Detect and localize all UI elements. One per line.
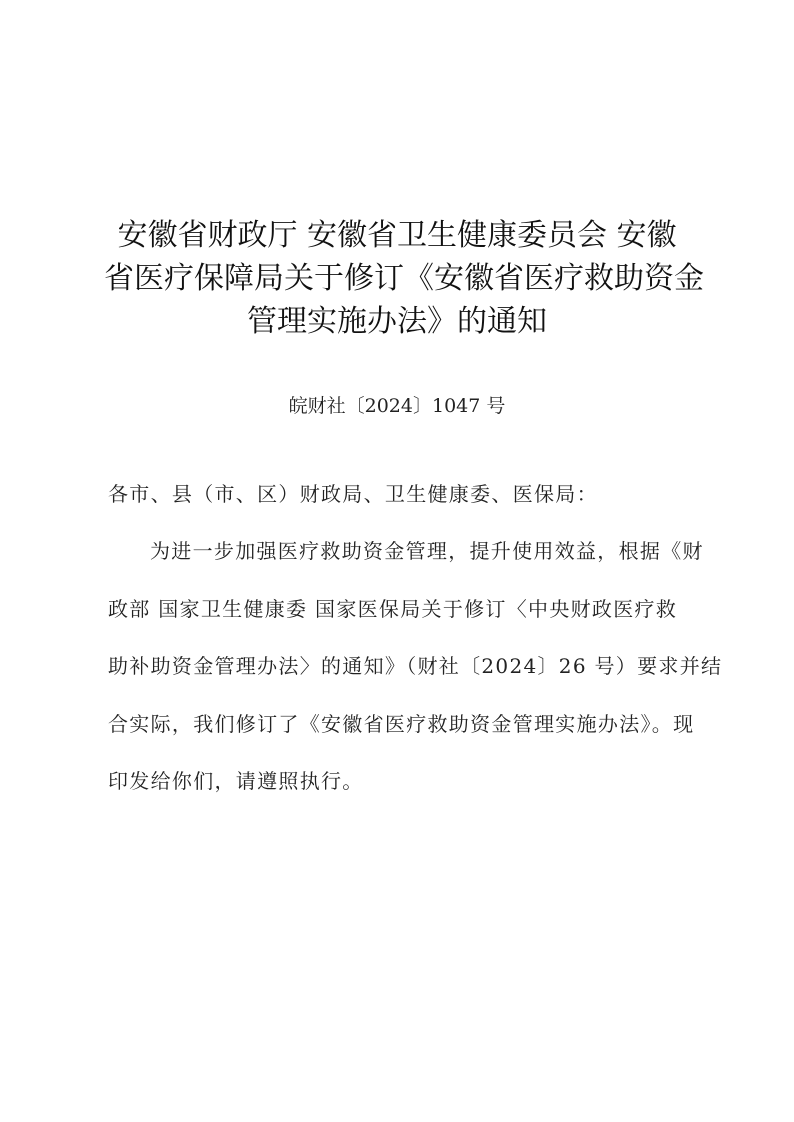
body-line-1: 为进一步加强医疗救助资金管理，提升使用效益，根据《财 (150, 539, 704, 563)
body-line-2: 政部 国家卫生健康委 国家医保局关于修订〈中央财政医疗救 (108, 596, 678, 621)
addressee-line: 各市、县（市、区）财政局、卫生健康委、医保局： (108, 482, 598, 506)
document-title (104, 214, 704, 343)
document-number: 皖财社〔2024〕1047 号 (288, 395, 506, 417)
title-line-1: 安徽省财政厅 安徽省卫生健康委员会 安徽 (117, 218, 677, 253)
body-line-3: 助补助资金管理办法〉的通知》（财社〔2024〕26 号）要求并结 (108, 654, 723, 678)
title-line-3: 管理实施办法》的通知 (247, 304, 547, 339)
title-line-2: 省医疗保障局关于修订《安徽省医疗救助资金 (104, 261, 704, 296)
body-paragraph (108, 537, 723, 825)
body-line-4: 合实际，我们修订了《安徽省医疗救助资金管理实施办法》。现 (108, 711, 695, 736)
body-line-5: 印发给你们，请遵照执行。 (108, 769, 364, 793)
